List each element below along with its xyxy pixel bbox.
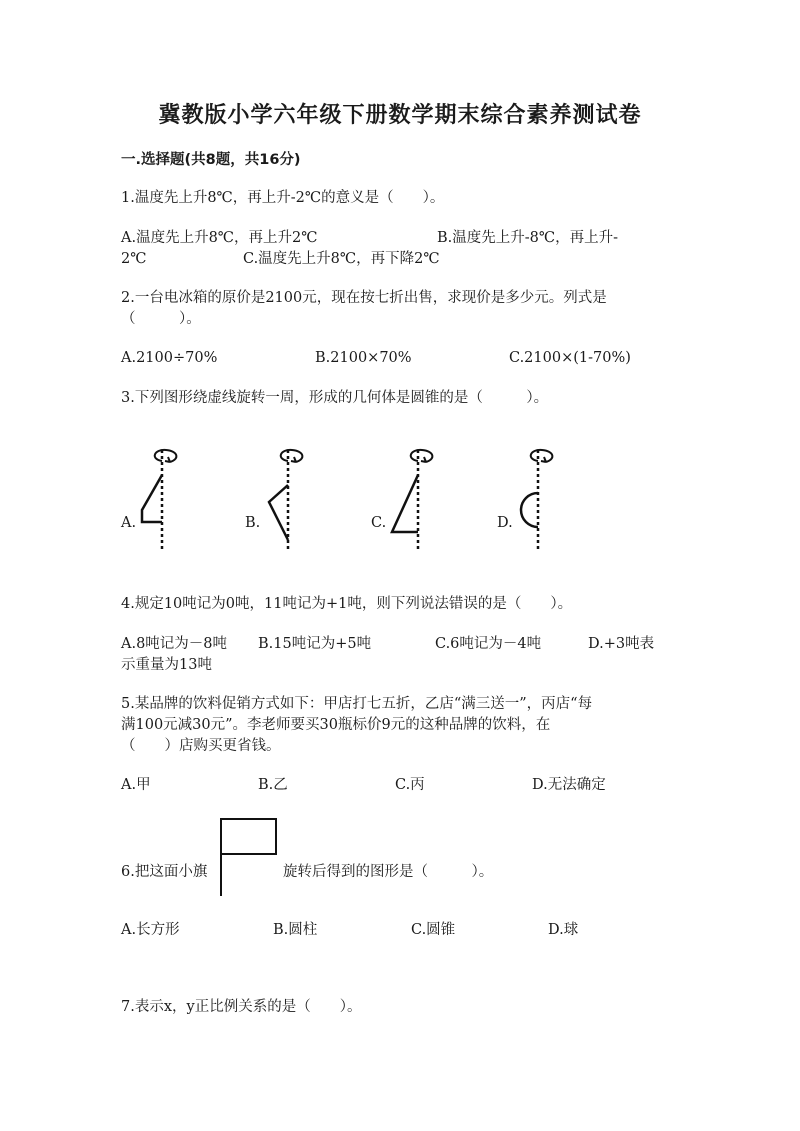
question-5-option-b: B.乙 — [258, 777, 288, 793]
question-3-option-b: B. — [245, 515, 261, 531]
question-3-option-d: D. — [497, 515, 513, 531]
figure-c-right-triangle-shape — [388, 445, 438, 555]
question-4-option-d-continued: 示重量为13吨 — [121, 657, 212, 673]
question-6-option-a: A.长方形 — [121, 922, 180, 938]
question-5-option-d: D.无法确定 — [532, 777, 606, 793]
question-2-stem-continued: （ ）。 — [121, 311, 201, 327]
question-6-option-c: C.圆锥 — [411, 922, 456, 938]
question-6-stem-end: 旋转后得到的图形是（ ）。 — [283, 864, 494, 880]
question-6-option-d: D.球 — [548, 922, 579, 938]
figure-d-semicircle-shape — [512, 445, 562, 555]
question-6-stem-start: 6.把这面小旗 — [121, 864, 208, 880]
question-1-option-b: B.温度先上升-8℃，再上升- — [437, 230, 619, 246]
section-heading: 一.选择题(共8题，共16分) — [121, 152, 301, 168]
question-6-option-b: B.圆柱 — [273, 922, 318, 938]
question-3-option-a: A. — [121, 515, 137, 531]
question-4-option-c: C.6吨记为－4吨 — [435, 636, 542, 652]
question-1-option-c: C.温度先上升8℃，再下降2℃ — [243, 251, 440, 267]
question-4-option-b: B.15吨记为+5吨 — [258, 636, 372, 652]
question-3-option-c: C. — [371, 515, 387, 531]
question-5-stem: 5.某品牌的饮料促销方式如下：甲店打七五折，乙店“满三送一”，丙店“每 — [121, 696, 593, 712]
flag-figure — [218, 816, 280, 898]
question-4-option-d: D.+3吨表 — [588, 636, 655, 652]
question-5-stem-line-2: 满100元减30元”。李老师要买30瓶标价9元的这种品牌的饮料，在 — [121, 717, 551, 733]
question-3-stem: 3.下列图形绕虚线旋转一周，形成的几何体是圆锥的是（ ）。 — [121, 390, 549, 406]
question-1-option-b-continued: 2℃ — [121, 251, 147, 267]
question-4-option-a: A.8吨记为－8吨 — [121, 636, 228, 652]
question-4-stem: 4.规定10吨记为0吨，11吨记为+1吨，则下列说法错误的是（ ）。 — [121, 596, 573, 612]
question-7-stem: 7.表示x，y正比例关系的是（ ）。 — [121, 999, 362, 1015]
question-5-stem-line-3: （ ）店购买更省钱。 — [121, 738, 281, 754]
question-2-stem: 2.一台电冰箱的原价是2100元，现在按七折出售，求现价是多少元。列式是 — [121, 290, 607, 306]
question-5-option-a: A.甲 — [121, 777, 151, 793]
page-title: 冀教版小学六年级下册数学期末综合素养测试卷 — [158, 103, 642, 128]
question-1-option-a: A.温度先上升8℃，再上升2℃ — [121, 230, 318, 246]
question-2-option-b: B.2100×70% — [315, 350, 412, 366]
question-2-option-a: A.2100÷70% — [121, 350, 218, 366]
question-5-option-c: C.丙 — [395, 777, 425, 793]
figure-b-triangle-shape — [262, 445, 312, 555]
question-2-option-c: C.2100×(1-70%) — [509, 350, 631, 366]
figure-a-trapezoid-shape — [140, 445, 190, 555]
question-1-stem: 1.温度先上升8℃，再上升-2℃的意义是（ ）。 — [121, 190, 445, 206]
